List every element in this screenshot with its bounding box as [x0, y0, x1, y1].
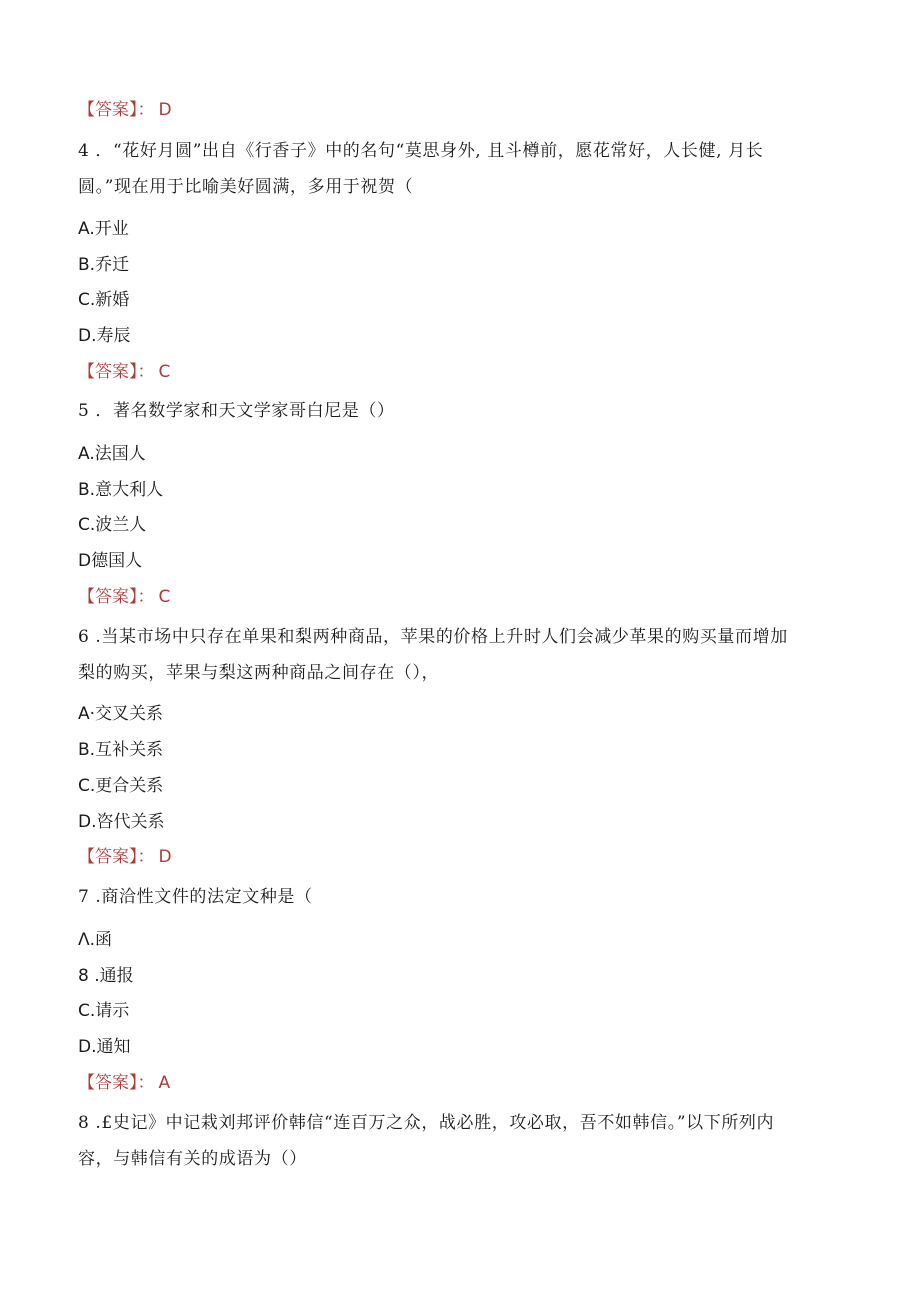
option-item: [78, 929, 112, 951]
option-item: [78, 514, 146, 536]
option-letter: C.: [78, 515, 96, 535]
question-text: 6 .当某市场中只存在单果和梨两种商品，苹果的价格上升时人们会减少革果的购买量而增加: [78, 627, 788, 647]
answer-label: 【答案】：: [78, 100, 155, 120]
option-item: [78, 775, 163, 797]
option-letter: A·: [78, 704, 96, 724]
question-text: 5 ．著名数学家和天文学家哥白尼是（）: [78, 401, 395, 421]
option-letter: B.: [78, 480, 96, 500]
option-text: 乔迁: [95, 255, 130, 275]
option-item: [78, 550, 142, 572]
option-text: 新婚: [95, 290, 130, 310]
answer-value: C: [158, 362, 171, 382]
question-text: 4 ．“花好月圆”出自《行香子》中的名句“莫思身外, 且斗樽前，愿花常好，人长健, 月长: [78, 141, 764, 161]
option-text: 通报: [99, 966, 134, 986]
option-text: 请示: [95, 1001, 130, 1021]
answer-value: C: [158, 587, 171, 607]
option-letter: C.: [78, 776, 96, 796]
answer-line: [78, 586, 170, 608]
question-text: 圆。”现在用于比喻美好圆满，多用于祝贺（: [78, 177, 414, 197]
option-text: 互补关系: [95, 740, 164, 760]
option-item: [78, 811, 165, 833]
option-letter: 8 .: [78, 966, 100, 986]
question-text: 8 .£史记》中记栽刘邦评价韩信“连百万之众，战必胜，攻必取，吾不如韩信。”以下所列内: [78, 1113, 775, 1133]
option-letter: D.: [78, 1037, 97, 1057]
answer-line: [78, 361, 170, 383]
option-item: [78, 1000, 129, 1022]
answer-value: A: [158, 1073, 171, 1093]
answer-value: D: [158, 100, 172, 120]
option-text: 意大利人: [95, 480, 164, 500]
option-text: 咨代关系: [96, 812, 165, 832]
option-text: 德国人: [91, 551, 143, 571]
answer-label: 【答案】：: [78, 587, 155, 607]
option-text: 交叉关系: [95, 704, 164, 724]
option-text: 函: [95, 930, 113, 950]
answer-label: 【答案】：: [78, 1073, 155, 1093]
option-item: [78, 1036, 131, 1058]
option-item: [78, 218, 129, 240]
option-item: [78, 443, 146, 465]
option-item: [78, 325, 131, 347]
option-letter: B.: [78, 740, 96, 760]
answer-value: D: [158, 847, 172, 867]
option-letter: C.: [78, 290, 96, 310]
option-text: 通知: [96, 1037, 131, 1057]
option-text: 波兰人: [95, 515, 147, 535]
option-letter: D: [78, 551, 92, 571]
option-text: 开业: [94, 219, 129, 239]
option-letter: Λ.: [78, 930, 96, 950]
option-letter: B.: [78, 255, 96, 275]
answer-line: [78, 1072, 170, 1094]
answer-line: [78, 846, 172, 868]
question-text: 7 .商洽性文件的法定文种是（: [78, 887, 313, 907]
option-item: [78, 965, 134, 987]
option-letter: A.: [78, 444, 95, 464]
question-text: 容，与韩信有关的成语为（）: [78, 1149, 307, 1169]
option-letter: D.: [78, 326, 97, 346]
option-item: [78, 289, 129, 311]
option-text: 寿辰: [96, 326, 131, 346]
question-text: 梨的购买，苹果与梨这两种商品之间存在（），: [78, 663, 440, 683]
answer-label: 【答案】：: [78, 847, 155, 867]
option-item: [78, 254, 129, 276]
option-item: [78, 479, 163, 501]
option-letter: A.: [78, 219, 95, 239]
option-item: [78, 703, 163, 725]
option-text: 更合关系: [95, 776, 164, 796]
answer-line: [78, 99, 172, 121]
option-text: 法国人: [94, 444, 146, 464]
option-letter: C.: [78, 1001, 96, 1021]
answer-label: 【答案】：: [78, 362, 155, 382]
option-letter: D.: [78, 812, 97, 832]
option-item: [78, 739, 163, 761]
